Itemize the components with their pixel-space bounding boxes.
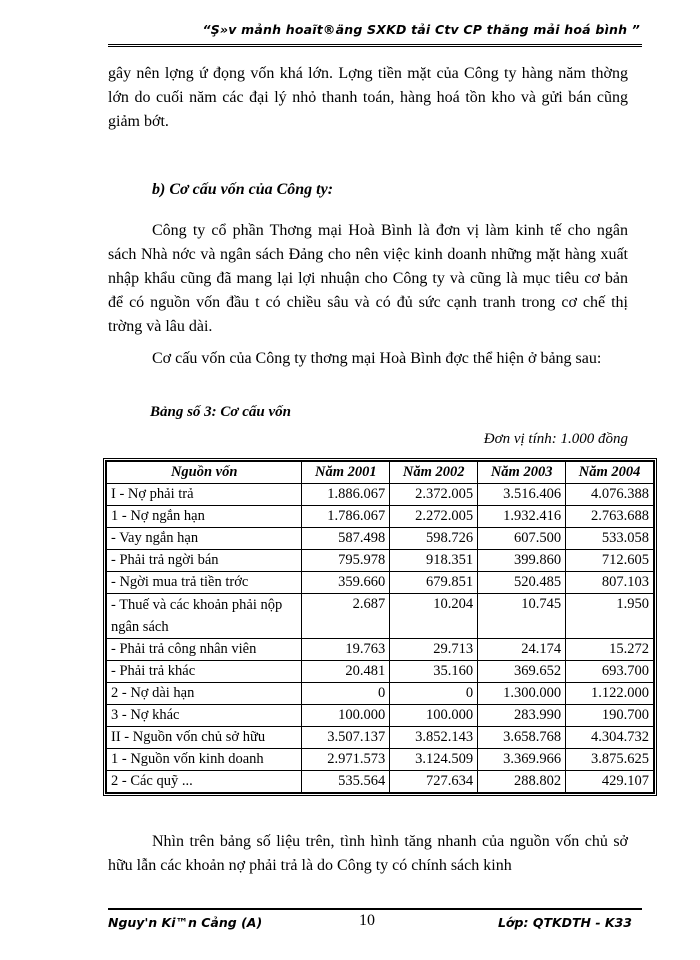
row-value: 3.507.137	[302, 727, 390, 749]
row-label: II - Nguồn vốn chủ sở hữu	[107, 727, 302, 749]
row-label: - Phải trả khác	[107, 661, 302, 683]
row-label: 1 - Nợ ngắn hạn	[107, 506, 302, 528]
row-value: 0	[390, 683, 478, 705]
table-header-cell: Năm 2003	[478, 462, 566, 484]
row-label: 2 - Nợ dài hạn	[107, 683, 302, 705]
row-label: - Phải trả ngời bán	[107, 550, 302, 572]
row-value: 429.107	[566, 771, 654, 793]
row-value: 712.605	[566, 550, 654, 572]
row-value: 2.687	[302, 594, 390, 639]
row-value: 24.174	[478, 639, 566, 661]
row-value: 2.372.005	[390, 484, 478, 506]
row-value: 10.745	[478, 594, 566, 639]
row-value: 100.000	[390, 705, 478, 727]
table-row	[107, 705, 654, 727]
row-value: 288.802	[478, 771, 566, 793]
footer-divider	[108, 908, 642, 910]
table-row	[107, 506, 654, 528]
row-value: 3.516.406	[478, 484, 566, 506]
row-value: 283.990	[478, 705, 566, 727]
table-row	[107, 683, 654, 705]
row-value: 693.700	[566, 661, 654, 683]
footer-author: Nguy'n Ki™n Cảng (A)	[108, 915, 263, 930]
table-header-cell: Nguồn vốn	[107, 462, 302, 484]
table-header-row	[107, 462, 654, 484]
row-value: 100.000	[302, 705, 390, 727]
table-row	[107, 528, 654, 550]
row-value: 359.660	[302, 572, 390, 594]
paragraph-1: gây nên lợng ứ đọng vốn khá lớn. Lợng tiền mặt của Công ty hàng năm thờng lớn do cuối năm các đại lý nhỏ thanh toán, hàng hoá tồn kho và gửi bán cũng giảm bớt.	[108, 65, 628, 130]
row-value: 520.485	[478, 572, 566, 594]
table-caption: Bảng số 3: Cơ cấu vốn	[150, 404, 291, 420]
row-label: 1 - Nguồn vốn kinh doanh	[107, 749, 302, 771]
table-row	[107, 484, 654, 506]
header-divider	[108, 44, 642, 47]
capital-structure-table	[103, 458, 657, 796]
row-value: 587.498	[302, 528, 390, 550]
row-label: 3 - Nợ khác	[107, 705, 302, 727]
row-value: 727.634	[390, 771, 478, 793]
paragraph-4: Nhìn trên bảng số liệu trên, tình hình tăng nhanh của nguồn vốn chủ sở hữu lẫn các khoản nợ phải trả là do Công ty có chính sách kinh	[108, 833, 628, 874]
row-value: 3.124.509	[390, 749, 478, 771]
page-number: 10	[359, 912, 375, 929]
row-value: 399.860	[478, 550, 566, 572]
row-label: - Ngời mua trả tiền trớc	[107, 572, 302, 594]
row-value: 1.886.067	[302, 484, 390, 506]
section-heading: b) Cơ cấu vốn của Công ty:	[152, 181, 334, 198]
row-value: 795.978	[302, 550, 390, 572]
table-row	[107, 550, 654, 572]
row-label: - Vay ngắn hạn	[107, 528, 302, 550]
table-row	[107, 594, 654, 639]
row-value: 0	[302, 683, 390, 705]
row-value: 598.726	[390, 528, 478, 550]
row-value: 918.351	[390, 550, 478, 572]
table-header-cell: Năm 2002	[390, 462, 478, 484]
page-header-title: “Ş»v mảnh hoaĩt®äng SXKD tải Ctv CP thăng mải hoá bình ”	[202, 22, 640, 37]
row-value: 35.160	[390, 661, 478, 683]
row-value: 607.500	[478, 528, 566, 550]
table-header-cell: Năm 2001	[302, 462, 390, 484]
table-row	[107, 727, 654, 749]
row-value: 2.763.688	[566, 506, 654, 528]
unit-note: Đơn vị tính: 1.000 đồng	[483, 431, 628, 447]
row-value: 10.204	[390, 594, 478, 639]
row-value: 3.852.143	[390, 727, 478, 749]
table-header-cell: Năm 2004	[566, 462, 654, 484]
row-label: - Thuế và các khoản phải nộp ngân sách	[107, 594, 302, 639]
row-value: 533.058	[566, 528, 654, 550]
row-value: 2.272.005	[390, 506, 478, 528]
row-value: 3.369.966	[478, 749, 566, 771]
row-value: 535.564	[302, 771, 390, 793]
row-value: 369.652	[478, 661, 566, 683]
row-value: 15.272	[566, 639, 654, 661]
row-value: 20.481	[302, 661, 390, 683]
row-value: 2.971.573	[302, 749, 390, 771]
row-value: 4.304.732	[566, 727, 654, 749]
row-value: 807.103	[566, 572, 654, 594]
row-label: - Phải trả công nhân viên	[107, 639, 302, 661]
row-value: 3.658.768	[478, 727, 566, 749]
table-row	[107, 639, 654, 661]
row-value: 679.851	[390, 572, 478, 594]
row-label: 2 - Các quỹ ...	[107, 771, 302, 793]
row-value: 1.122.000	[566, 683, 654, 705]
footer-class: Lớp: QTKDTH - K33	[497, 915, 632, 930]
row-value: 1.932.416	[478, 506, 566, 528]
row-label: I - Nợ phải trả	[107, 484, 302, 506]
row-value: 1.300.000	[478, 683, 566, 705]
table-row	[107, 661, 654, 683]
row-value: 3.875.625	[566, 749, 654, 771]
row-value: 29.713	[390, 639, 478, 661]
table-row	[107, 749, 654, 771]
table-row	[107, 572, 654, 594]
row-value: 1.950	[566, 594, 654, 639]
paragraph-2: Công ty cổ phần Thơng mại Hoà Bình là đơn vị làm kinh tế cho ngân sách Nhà nớc và ngân sách Đảng cho nên việc kinh doanh những mặt hàng xuất nhập khẩu cũng đã mang lại lợi nhuận cho Công ty và cũng là mục tiêu cơ bản để có nguồn vốn đầu t có chiều sâu và có đủ sức cạnh tranh trong cơ chế thị trờng và lâu dài.	[108, 222, 628, 335]
row-value: 4.076.388	[566, 484, 654, 506]
table-row	[107, 771, 654, 793]
paragraph-3: Cơ cấu vốn của Công ty thơng mại Hoà Bình đợc thể hiện ở bảng sau:	[152, 350, 602, 367]
row-value: 1.786.067	[302, 506, 390, 528]
row-value: 19.763	[302, 639, 390, 661]
row-value: 190.700	[566, 705, 654, 727]
